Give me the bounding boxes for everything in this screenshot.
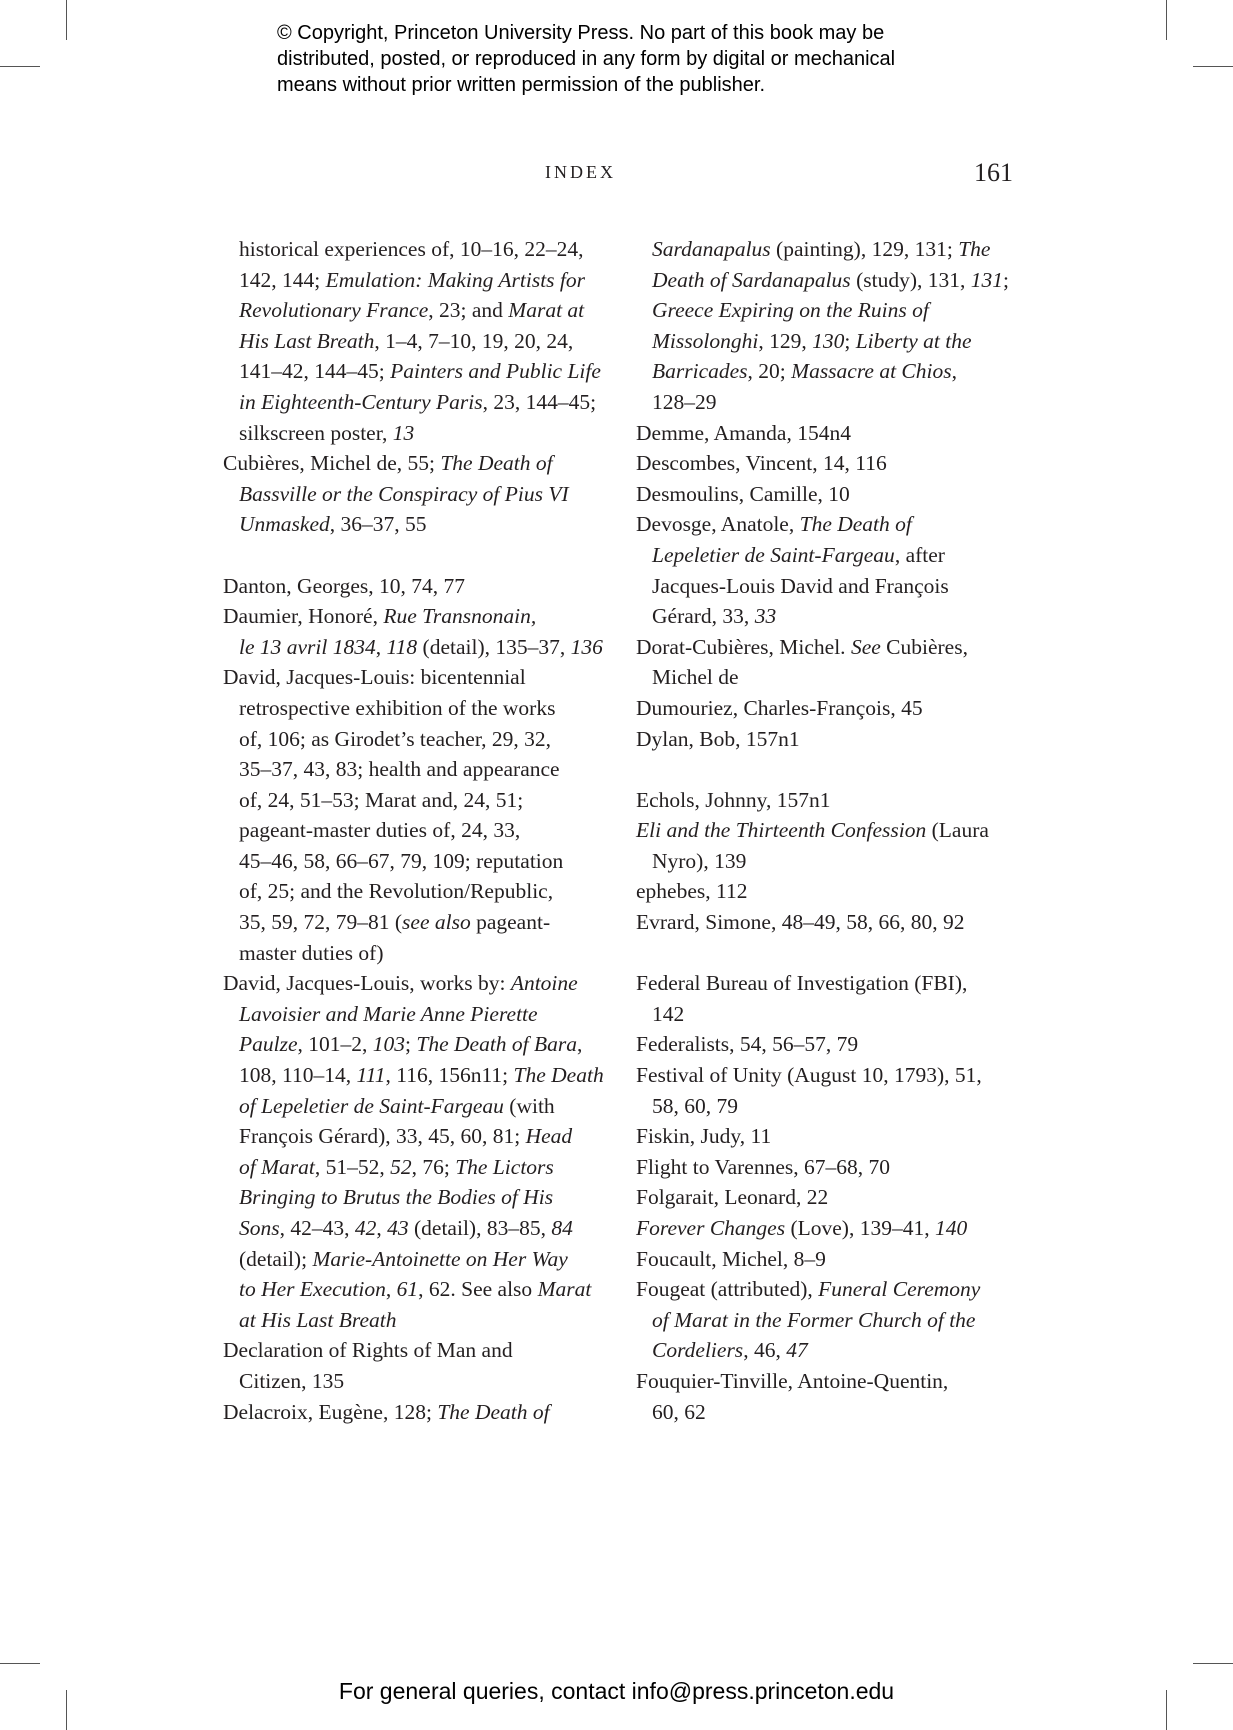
index-letter-gap: [223, 540, 623, 571]
index-line: Barricades, 20; Massacre at Chios,: [652, 359, 957, 384]
index-entry: Eli and the Thirteenth Confession (Laura: [636, 818, 989, 843]
index-entry: Daumier, Honoré, Rue Transnonain,: [223, 604, 537, 629]
index-entry: Festival of Unity (August 10, 1793), 51,: [636, 1063, 982, 1088]
crop-mark: [1166, 0, 1167, 40]
contact-footer: For general queries, contact info@press.princeton.edu: [338, 1678, 895, 1704]
index-line: pageant-master duties of, 24, 33,: [239, 818, 521, 843]
index-line: silkscreen poster, 13: [239, 420, 415, 445]
index-line: le 13 avril 1834, 118 (detail), 135–37, 136: [239, 634, 603, 659]
index-line: 58, 60, 79: [652, 1093, 738, 1118]
index-entry: Declaration of Rights of Man and: [223, 1338, 513, 1363]
index-line: Bassville or the Conspiracy of Pius VI: [239, 481, 569, 506]
index-entry: Fougeat (attributed), Funeral Ceremony: [636, 1277, 981, 1302]
index-entry: Evrard, Simone, 48–49, 58, 66, 80, 92: [636, 910, 965, 935]
index-line: to Her Execution, 61, 62. See also Marat: [239, 1277, 592, 1302]
index-line: in Eighteenth-Century Paris, 23, 144–45;: [239, 389, 597, 414]
index-line: 142: [652, 1001, 685, 1026]
index-line: of, 24, 51–53; Marat and, 24, 51;: [239, 787, 524, 812]
index-line: 141–42, 144–45; Painters and Public Life: [239, 359, 601, 384]
index-entry: Federalists, 54, 56–57, 79: [636, 1032, 859, 1057]
index-letter-gap: [636, 938, 1006, 969]
crop-mark: [1193, 1663, 1233, 1664]
index-line: of Lepeletier de Saint-Fargeau (with: [239, 1093, 555, 1118]
index-entry: Federal Bureau of Investigation (FBI),: [636, 971, 968, 996]
index-entry: David, Jacques-Louis: bicentennial: [223, 665, 526, 690]
copyright-line: distributed, posted, or reproduced in any form by digital or mechanical: [277, 48, 896, 70]
index-entry: Desmoulins, Camille, 10: [636, 481, 850, 506]
index-entry: Fiskin, Judy, 11: [636, 1124, 772, 1149]
index-line: master duties of): [239, 940, 384, 965]
copyright-line: means without prior written permission of the publisher.: [277, 74, 766, 96]
index-entry: ephebes, 112: [636, 879, 748, 904]
index-line: Lepeletier de Saint-Fargeau, after: [652, 542, 945, 567]
index-line: 142, 144; Emulation: Making Artists for: [239, 267, 586, 292]
index-line: of Marat, 51–52, 52, 76; The Lictors: [239, 1154, 554, 1179]
index-entry: Delacroix, Eugène, 128; The Death of: [223, 1399, 550, 1424]
index-line: Lavoisier and Marie Anne Pierette: [239, 1001, 538, 1026]
index-line: Gérard, 33, 33: [652, 604, 777, 629]
index-line: Paulze, 101–2, 103; The Death of Bara,: [239, 1032, 583, 1057]
index-line: of, 106; as Girodet’s teacher, 29, 32,: [239, 726, 552, 751]
index-entry: David, Jacques-Louis, works by: Antoine: [223, 971, 578, 996]
crop-mark: [0, 66, 40, 67]
index-entry: Demme, Amanda, 154n4: [636, 420, 851, 445]
index-entry: Dumouriez, Charles-François, 45: [636, 695, 923, 720]
index-line: Death of Sardanapalus (study), 131, 131;: [652, 267, 1009, 292]
index-entry: Devosge, Anatole, The Death of: [636, 512, 912, 537]
copyright-notice: [277, 20, 1017, 98]
index-line: of Marat in the Former Church of the: [652, 1307, 976, 1332]
index-entry: Danton, Georges, 10, 74, 77: [223, 573, 466, 598]
index-entry: Foucault, Michel, 8–9: [636, 1246, 826, 1271]
index-line: François Gérard), 33, 45, 60, 81; Head: [239, 1124, 573, 1149]
copyright-line: © Copyright, Princeton University Press. No part of this book may be: [277, 22, 885, 44]
index-line: at His Last Breath: [239, 1307, 397, 1332]
index-line: Citizen, 135: [239, 1368, 345, 1393]
index-line: (detail); Marie-Antoinette on Her Way: [239, 1246, 568, 1271]
index-line: Greece Expiring on the Ruins of: [652, 298, 929, 323]
index-line: Sardanapalus (painting), 129, 131; The: [652, 237, 991, 261]
index-entry: Echols, Johnny, 157n1: [636, 787, 831, 812]
index-entry: Dorat-Cubières, Michel. See Cubières,: [636, 634, 968, 659]
index-line: Cordeliers, 46, 47: [652, 1338, 808, 1363]
index-entry: Cubières, Michel de, 55; The Death of: [223, 451, 553, 476]
index-line: Missolonghi, 129, 130; Liberty at the: [652, 328, 972, 353]
index-line: 35–37, 43, 83; health and appearance: [239, 757, 560, 782]
index-entry: Dylan, Bob, 157n1: [636, 726, 800, 751]
crop-mark: [0, 1663, 40, 1664]
index-line: Jacques-Louis David and François: [652, 573, 949, 598]
index-line: 108, 110–14, 111, 116, 156n11; The Death: [239, 1063, 604, 1088]
index-line: Nyro), 139: [652, 848, 747, 873]
index-line: Unmasked, 36–37, 55: [239, 512, 427, 537]
page-title: INDEX: [545, 162, 616, 182]
index-line: 128–29: [652, 389, 717, 414]
page-number: 161: [974, 158, 1013, 187]
index-line: 60, 62: [652, 1399, 706, 1424]
index-line: retrospective exhibition of the works: [239, 695, 556, 720]
index-letter-gap: [636, 754, 1006, 785]
index-entry: Fouquier-Tinville, Antoine-Quentin,: [636, 1368, 949, 1393]
index-entry: Flight to Varennes, 67–68, 70: [636, 1154, 891, 1179]
index-entry: Descombes, Vincent, 14, 116: [636, 451, 887, 476]
crop-mark: [66, 0, 67, 40]
index-line: Revolutionary France, 23; and Marat at: [239, 298, 585, 323]
index-line: Bringing to Brutus the Bodies of His: [239, 1185, 554, 1210]
index-entry: Forever Changes (Love), 139–41, 140: [636, 1216, 968, 1240]
index-line: His Last Breath, 1–4, 7–10, 19, 20, 24,: [239, 328, 574, 353]
index-line: Michel de: [652, 665, 739, 690]
index-line: Sons, 42–43, 42, 43 (detail), 83–85, 84: [239, 1216, 573, 1240]
index-line: historical experiences of, 10–16, 22–24,: [239, 237, 584, 261]
index-line: of, 25; and the Revolution/Republic,: [239, 879, 554, 904]
crop-mark: [1193, 66, 1233, 67]
index-line: 35, 59, 72, 79–81 (see also pageant-: [239, 910, 551, 935]
index-column-left: [223, 234, 623, 1427]
index-line: 45–46, 58, 66–67, 79, 109; reputation: [239, 848, 564, 873]
index-column-right: [636, 234, 1009, 1427]
running-head: [0, 160, 1233, 190]
index-entry: Folgarait, Leonard, 22: [636, 1185, 829, 1210]
